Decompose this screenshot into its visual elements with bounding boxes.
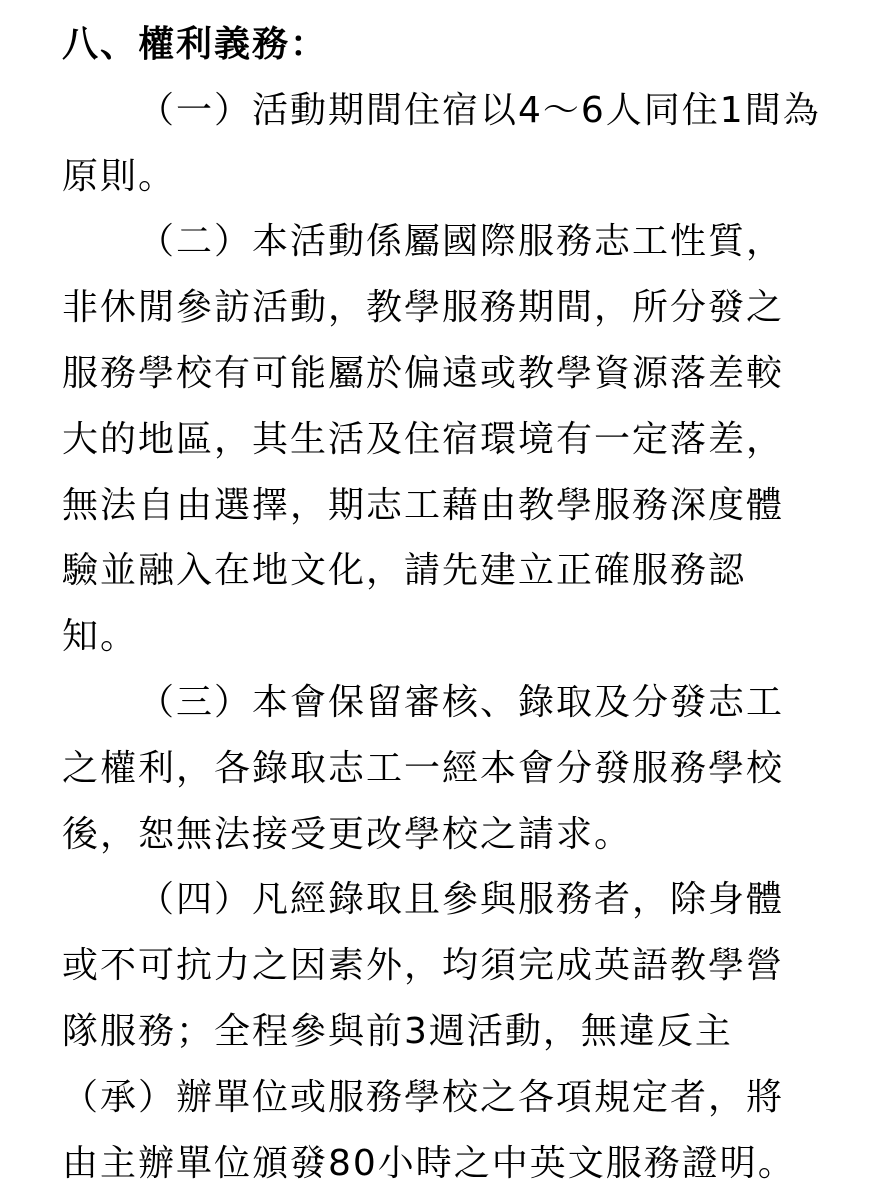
clause-line: 驗並融入在地文化，請先建立正確服務認 <box>62 550 747 592</box>
clause-line: 隊服務；全程參與前3週活動，無違反主 <box>62 1010 733 1052</box>
clause-line: 之權利，各錄取志工一經本會分發服務學校 <box>62 747 785 789</box>
clause-2 <box>62 209 883 670</box>
clause-line: （三）本會保留審核、錄取及分發志工 <box>138 681 785 723</box>
clause-line: 或不可抗力之因素外，均須完成英語教學營 <box>62 945 785 987</box>
clause-line: （一）活動期間住宿以4～6人同住1間為 <box>138 89 821 131</box>
clause-line: 原則。 <box>62 155 177 197</box>
clause-4 <box>62 867 883 1196</box>
clause-line: 由主辦單位頒發80小時之中英文服務證明。 <box>62 1142 796 1184</box>
clause-line: 後，恕無法接受更改學校之請求。 <box>62 813 633 855</box>
clause-line: 非休閒參訪活動，教學服務期間，所分發之 <box>62 287 785 329</box>
section-heading: 八、權利義務： <box>62 24 329 65</box>
clause-line: 無法自由選擇，期志工藉由教學服務深度體 <box>62 484 785 526</box>
clause-3 <box>62 670 883 867</box>
clause-line: 服務學校有可能屬於偏遠或教學資源落差較 <box>62 352 785 394</box>
clause-line: （二）本活動係屬國際服務志工性質， <box>138 221 785 263</box>
clause-line: （承）辦單位或服務學校之各項規定者，將 <box>62 1076 785 1118</box>
clause-line: （四）凡經錄取且參與服務者，除身體 <box>138 879 785 921</box>
clause-line: 大的地區，其生活及住宿環境有一定落差， <box>62 418 785 460</box>
clause-line: 知。 <box>62 616 139 658</box>
clause-1 <box>62 78 883 210</box>
